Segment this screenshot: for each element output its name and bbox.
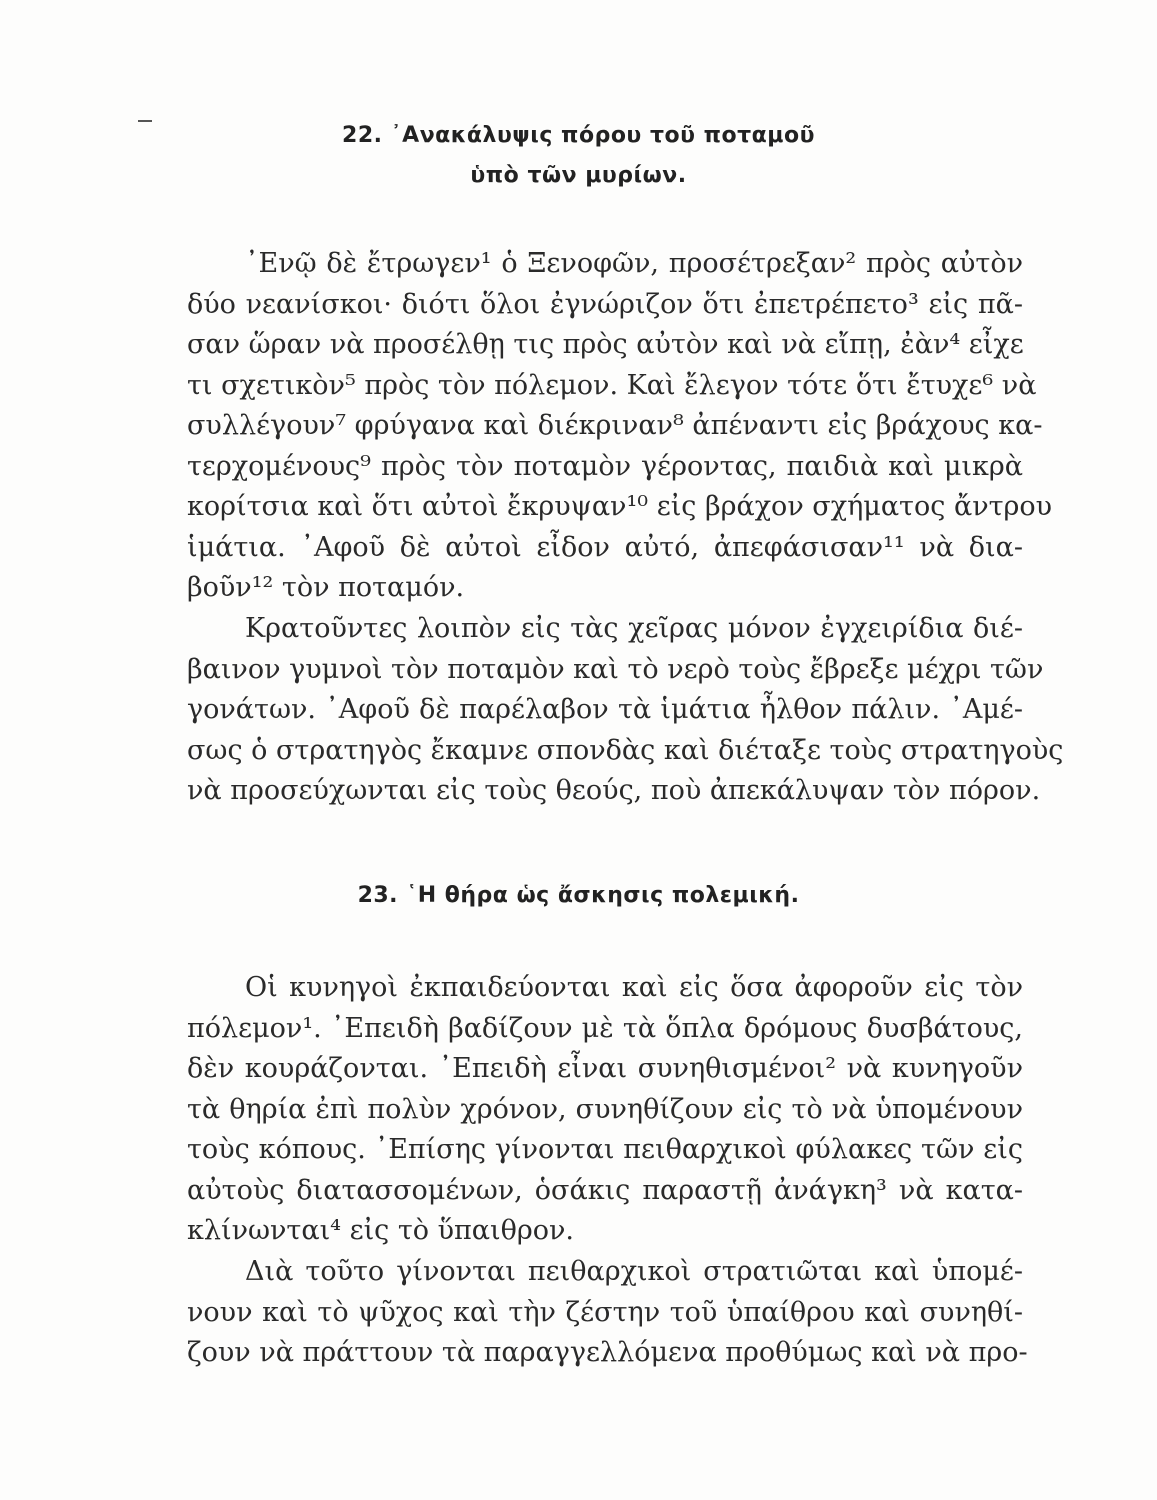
text-line: σως ὁ στρατηγὸς ἔκαμνε σπονδὰς καὶ διέταξε τοὺς στρατηγοὺς [187, 734, 1064, 766]
text-line: Οἱ κυνηγοὶ ἐκπαιδεύονται καὶ εἰς ὅσα ἀφοροῦν εἰς τὸν [245, 972, 1023, 1003]
text-line: τοὺς κόπους. ᾿Επίσης γίνονται πειθαρχικοὶ φύλακες τῶν εἰς [187, 1134, 1023, 1165]
text-line: σαν ὥραν νὰ προσέλθῃ τις πρὸς αὐτὸν καὶ νὰ εἴπῃ, ἐὰν⁴ εἶχε [187, 329, 1024, 360]
text-line: δύο νεανίσκοι· διότι ὅλοι ἐγνώριζον ὅτι ἐπετρέπετο³ εἰς πᾶ- [187, 288, 1023, 320]
text-line: ζουν νὰ πράττουν τὰ παραγγελλόμενα προθύμως καὶ νὰ προ- [187, 1337, 1028, 1368]
text-line: ἱμάτια. ᾿Αφοῦ δὲ αὐτοὶ εἶδον αὐτό, ἀπεφάσισαν¹¹ νὰ δια- [187, 531, 1023, 563]
section-23-heading [0, 876, 1157, 916]
text-line: τι σχετικὸν⁵ πρὸς τὸν πόλεμον. Καὶ ἔλεγον τότε ὅτι ἔτυχε⁶ νὰ [187, 369, 1037, 401]
text-line: τὰ θηρία ἐπὶ πολὺν χρόνον, συνηθίζουν εἰς τὸ νὰ ὑπομένουν [187, 1093, 1023, 1125]
text-line: βοῦν¹² τὸν ποταμόν. [187, 572, 465, 603]
text-line: Κρατοῦντες λοιπὸν εἰς τὰς χεῖρας μόνον ἐγχειρίδια διέ- [245, 613, 1023, 644]
text-line: γονάτων. ᾿Αφοῦ δὲ παρέλαβον τὰ ἱμάτια ἦλθον πάλιν. ᾿Αμέ- [187, 694, 1023, 725]
section-23-paragraph-1 [187, 968, 1023, 1252]
text-line: δὲν κουράζονται. ᾿Επειδὴ εἶναι συνηθισμένοι² νὰ κυνηγοῦν [187, 1053, 1023, 1084]
text-line: αὐτοὺς διατασσομένων, ὁσάκις παραστῇ ἀνάγκη³ νὰ κατα- [187, 1174, 1023, 1206]
text-line: τερχομένους⁹ πρὸς τὸν ποταμὸν γέροντας, παιδιὰ καὶ μικρὰ [187, 450, 1023, 482]
text-line: βαινον γυμνοὶ τὸν ποταμὸν καὶ τὸ νερὸ τοὺς ἔβρεξε μέχρι τῶν [187, 653, 1044, 685]
text-line: νὰ προσεύχωνται εἰς τοὺς θεούς, ποὺ ἀπεκάλυψαν τὸν πόρον. [187, 775, 1041, 806]
text-line: κλίνωνται⁴ εἰς τὸ ὕπαιθρον. [187, 1215, 574, 1246]
text-line: Διὰ τοῦτο γίνονται πειθαρχικοὶ στρατιῶται καὶ ὑπομέ- [245, 1256, 1023, 1287]
section-22-paragraph-1 [187, 244, 1053, 609]
text-line: ᾿Ενῷ δὲ ἔτρωγεν¹ ὁ Ξενοφῶν, προσέτρεξαν² πρὸς αὐτὸν [245, 248, 1023, 279]
text-line: πόλεμον¹. ᾿Επειδὴ βαδίζουν μὲ τὰ ὅπλα δρόμους δυσβάτους, [187, 1012, 1023, 1044]
section-22-paragraph-2 [187, 609, 1064, 812]
section-22-heading [0, 116, 1157, 196]
heading-line: ὑπὸ τῶν μυρίων. [470, 163, 687, 188]
heading-line: 23. ῾Η θήρα ὡς ἄσκησις πολεμική. [357, 883, 800, 908]
heading-line: 22. ᾿Ανακάλυψις πόρου τοῦ ποταμοῦ [342, 123, 815, 148]
text-line: συλλέγουν⁷ φρύγανα καὶ διέκριναν⁸ ἀπέναντι εἰς βράχους κα- [187, 410, 1043, 441]
text-line: κορίτσια καὶ ὅτι αὐτοὶ ἔκρυψαν¹⁰ εἰς βράχον σχήματος ἄντρου [187, 491, 1053, 522]
text-line: νουν καὶ τὸ ψῦχος καὶ τὴν ζέστην τοῦ ὑπαίθρου καὶ συνηθί- [187, 1296, 1023, 1328]
section-23-paragraph-2 [187, 1252, 1028, 1374]
